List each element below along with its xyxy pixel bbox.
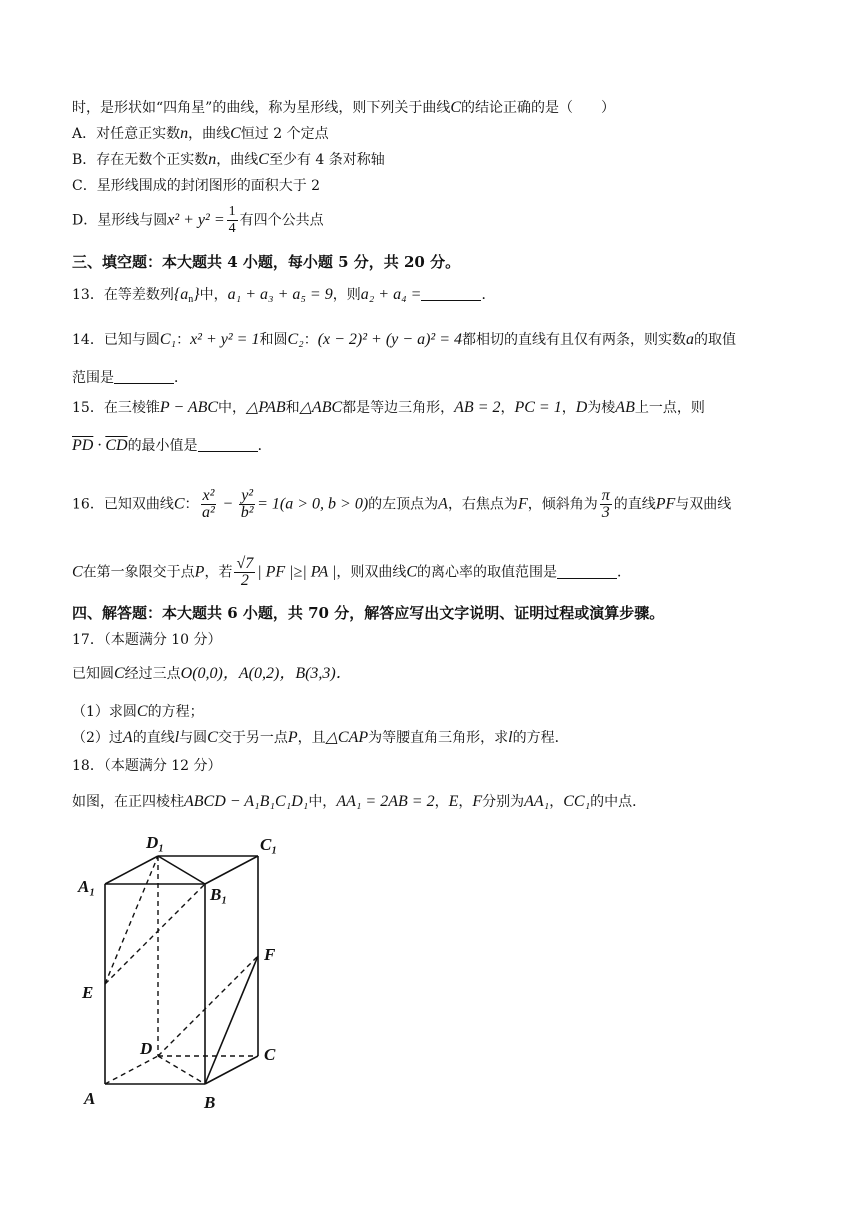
frac-den: b² — [240, 504, 254, 521]
q18-stem — [72, 792, 646, 812]
q16-text3: ，右焦点为 — [447, 496, 518, 513]
label-c: C — [264, 1045, 276, 1064]
hidden-segment-d-f — [158, 956, 258, 1056]
frac-num: √7 — [236, 555, 254, 572]
q18-comma2: ， — [458, 794, 473, 810]
q18-text3: 分别为 — [482, 794, 525, 810]
q14-colon: ： — [176, 332, 191, 348]
math-C: C — [258, 151, 269, 168]
frac-den: 2 — [240, 572, 249, 589]
q13 — [72, 285, 495, 310]
q15-line1 — [72, 398, 705, 418]
label-a: A — [84, 1089, 96, 1108]
frac-num: x² — [202, 487, 215, 504]
q17-p1-text2: 的方程； — [147, 704, 204, 720]
q16-end: ． — [617, 564, 632, 581]
frac-num: π — [601, 487, 610, 504]
q12-stem — [72, 98, 615, 118]
frac-den: 3 — [601, 504, 610, 521]
q15-text5: 上一点，则 — [634, 400, 705, 416]
math-AB: AB — [615, 399, 635, 416]
q14-line2 — [72, 368, 188, 388]
q12-option-a — [72, 124, 329, 144]
segment-d1-b1 — [158, 856, 205, 884]
answer-blank[interactable] — [557, 564, 617, 579]
q14-text4: 范围是 — [72, 370, 114, 386]
segment-b-f — [205, 956, 258, 1084]
hidden-segment-e-d1 — [105, 856, 158, 984]
math-aa1: AA₁ = 2AB = 2 — [336, 793, 435, 810]
fraction-sqrt7-2 — [234, 556, 255, 589]
q14-text2: 都相切的直线有且仅有两条，则实数 — [461, 332, 686, 348]
q14-line1 — [72, 330, 736, 350]
math-P: P — [287, 729, 298, 746]
math-q13-ask: a₂ + a₄ = — [360, 286, 422, 303]
q12-text-end: 的结论正确的是（ ） — [461, 100, 615, 116]
math-prism: ABCD − A₁B₁C₁D₁ — [184, 793, 309, 810]
q14-colon2: ： — [303, 332, 318, 348]
math-P: P — [194, 563, 205, 581]
q16-line2 — [72, 556, 631, 589]
fraction-y2-b2 — [239, 488, 255, 521]
math-C: C — [230, 125, 241, 142]
hidden-segment-e-b1 — [105, 884, 205, 984]
label-f: F — [264, 945, 276, 964]
q15-text2: 中， — [218, 400, 247, 416]
opt-a-text3: 恒过 2 个定点 — [240, 126, 329, 142]
q16-line1: 16．已知双曲线C： $\frac{\text{x²}}{\text{a²}}$ − $\frac{\text{y²}}{\text{b²}}$ = 1(a > 0, b > 0)的左顶点为A，右焦点为F，倾斜角为 $\frac{\pi}{3}$ 的直线PF与双曲线 — [72, 487, 732, 521]
opt-a-text: A．对任意正实数 — [72, 126, 181, 142]
math-A: A — [122, 729, 133, 746]
q14-end: ． — [174, 370, 188, 386]
q16-text8: ，若 — [204, 564, 233, 581]
math-seq — [174, 286, 200, 303]
q16-text5: 的直线 — [613, 496, 656, 513]
label-d1: D₁ — [146, 833, 165, 852]
q16-text2: 的左顶点为 — [368, 496, 439, 513]
q17-stem — [72, 664, 352, 684]
math-cap: △CAP — [325, 729, 369, 746]
q17-p1-text: （1）求圆 — [72, 704, 137, 720]
opt-b-text3: 至少有 4 条对称轴 — [268, 152, 385, 168]
q15-text3: 都是等边三角形， — [342, 400, 455, 416]
math-points: O(0,0)，A(0,2)，B(3,3)． — [180, 665, 352, 682]
math-F: F — [517, 495, 528, 513]
opt-a-text2: ，曲线 — [188, 126, 231, 142]
answer-blank[interactable] — [421, 286, 481, 301]
q13-text2: 中， — [199, 287, 228, 303]
q17-text2: 经过三点 — [124, 666, 181, 682]
q17-p2-text6: 为等腰直角三角形，求 — [368, 730, 509, 746]
frac-num: 1 — [228, 204, 236, 219]
q16-colon: ： — [184, 496, 199, 513]
answer-blank[interactable] — [114, 369, 174, 384]
q17-p2-text7: 的方程． — [512, 730, 569, 746]
math-n: n — [180, 125, 189, 142]
math-A: A — [438, 495, 448, 513]
q17-part2 — [72, 728, 569, 748]
q18-text2: 中， — [308, 794, 337, 810]
math-AA1: AA₁ — [524, 793, 550, 810]
q13-text3: ，则 — [332, 287, 361, 303]
opt-d-text: D．星形线与圆 — [72, 212, 168, 229]
math-c1-eq: x² + y² = 1 — [190, 331, 260, 348]
math-F: F — [472, 793, 483, 810]
seq-open: {a — [173, 286, 189, 303]
answer-blank[interactable] — [198, 437, 258, 452]
label-a1: A₁ — [78, 877, 96, 896]
q17-p2-text4: 交于另一点 — [217, 730, 288, 746]
math-c2-eq: (x − 2)² + (y − a)² = 4 — [317, 331, 462, 348]
q17-part1 — [72, 702, 204, 722]
math-C: C — [450, 99, 461, 116]
hidden-segment-d-b — [158, 1056, 205, 1084]
math-C: C — [114, 665, 125, 682]
vec-cd: $\overline{CD}$ — [105, 437, 128, 454]
math-CC1: CC₁ — [563, 793, 591, 810]
fraction-x2-a2 — [201, 488, 217, 521]
prism-figure — [70, 822, 310, 1122]
q17-p2-text: （2）过 — [72, 730, 123, 746]
q17-text: 已知圆 — [72, 666, 114, 682]
math-tri-abc: △ABC — [299, 399, 343, 416]
math-l: l — [174, 729, 180, 746]
q14-text3: 的取值 — [693, 332, 736, 348]
q16-text: 16．已知双曲线 — [72, 496, 174, 513]
opt-b-text2: ，曲线 — [216, 152, 259, 168]
math-tri-pab: △PAB — [246, 399, 286, 416]
q17-p2-text5: ，且 — [297, 730, 326, 746]
q14-and: 和圆 — [259, 332, 288, 348]
opt-b-text: B．存在无数个正实数 — [72, 152, 209, 168]
label-b1: B₁ — [210, 885, 228, 904]
section-3-heading: 三、填空题：本大题共 4 小题，每小题 5 分，共 20 分。 — [72, 253, 461, 271]
math-C: C — [173, 495, 185, 513]
seq-sub: n — [188, 294, 194, 305]
q18-comma: ， — [434, 794, 449, 810]
q17-title: 17．（本题满分 10 分） — [72, 632, 222, 648]
q15-end: ． — [257, 438, 272, 454]
q16-text6: 与双曲线 — [675, 496, 732, 513]
math-C: C — [72, 563, 83, 581]
q15-text4: 为棱 — [587, 400, 616, 416]
q12-option-d — [72, 204, 324, 237]
opt-c-text: C．星形线围成的封闭图形的面积大于 2 — [72, 178, 321, 194]
math-pyramid: P − ABC — [159, 399, 219, 416]
q12-option-c — [72, 176, 320, 196]
q16-text9: ，则双曲线 — [336, 564, 407, 581]
math-condition: | PF |≥| PA | — [257, 563, 337, 581]
math-C: C — [136, 703, 148, 720]
math-l: l — [508, 729, 513, 746]
q18-comma3: ， — [549, 794, 564, 810]
q13-text: 13．在等差数列 — [72, 287, 174, 303]
frac-den: 4 — [228, 221, 236, 236]
opt-d-text2: 有四个公共点 — [239, 212, 324, 229]
math-C: C — [207, 729, 218, 746]
q18-text4: 的中点． — [590, 794, 647, 810]
label-c1: C₁ — [260, 835, 278, 854]
math-C2: C₂ — [287, 331, 304, 348]
q14-text: 14．已知与圆 — [72, 332, 160, 348]
label-e: E — [82, 983, 94, 1002]
q12-option-b — [72, 150, 385, 170]
q17-p2-text2: 的直线 — [132, 730, 175, 746]
math-pc: PC = 1 — [514, 399, 562, 416]
q15-text: 15．在三棱锥 — [72, 400, 160, 416]
q15-comma2: ， — [561, 400, 576, 416]
math-q13-eq: a₁ + a₃ + a₅ = 9 — [227, 286, 333, 303]
math-E: E — [448, 793, 459, 810]
q16-text7: 在第一象限交于点 — [82, 564, 195, 581]
edge-b-c — [205, 1056, 258, 1084]
q15-comma: ， — [500, 400, 515, 416]
q15-and: 和 — [285, 400, 300, 416]
math-a: a — [685, 331, 694, 348]
q17-p2-text3: 与圆 — [179, 730, 208, 746]
math-ab: AB = 2 — [454, 399, 501, 416]
vec-pd: $\overline{PD}$ — [72, 437, 94, 454]
q15-text6: 的最小值是 — [127, 438, 198, 454]
math-C1: C₁ — [159, 331, 177, 348]
label-d: D — [140, 1039, 153, 1058]
q18-title: 18．（本题满分 12 分） — [72, 758, 222, 774]
label-b: B — [204, 1093, 216, 1112]
math-hyp-rest: = 1(a > 0, b > 0) — [257, 495, 369, 513]
edge-a1-d1 — [105, 856, 158, 884]
fraction-quarter — [227, 204, 238, 237]
fraction-pi-3 — [600, 488, 612, 521]
seq-close: } — [193, 286, 200, 303]
q18-text: 如图，在正四棱柱 — [72, 794, 184, 810]
hidden-edge-a-d — [105, 1056, 158, 1084]
q16-text10: 的离心率的取值范围是 — [417, 564, 558, 581]
q15-line2 — [72, 436, 272, 456]
math-PF: PF — [655, 495, 676, 513]
math-D: D — [575, 399, 588, 416]
q12-text: 时，是形状如“四角星”的曲线，称为星形线，则下列关于曲线 — [72, 100, 451, 116]
section-4-heading: 四、解答题：本大题共 6 小题，共 70 分，解答应写出文字说明、证明过程或演算步骤。 — [72, 604, 665, 622]
q16-text4: ，倾斜角为 — [527, 496, 598, 513]
math-n: n — [208, 151, 217, 168]
math-circle: x² + y² = — [167, 211, 225, 229]
edge-c1-b1 — [205, 856, 258, 884]
frac-num: y² — [241, 487, 254, 504]
q13-end: ． — [481, 287, 496, 303]
math-C: C — [406, 563, 418, 581]
math-vector-product: $\overline{PD} \cdot \overline{CD}$ — [72, 437, 128, 454]
frac-den: a² — [202, 504, 215, 521]
